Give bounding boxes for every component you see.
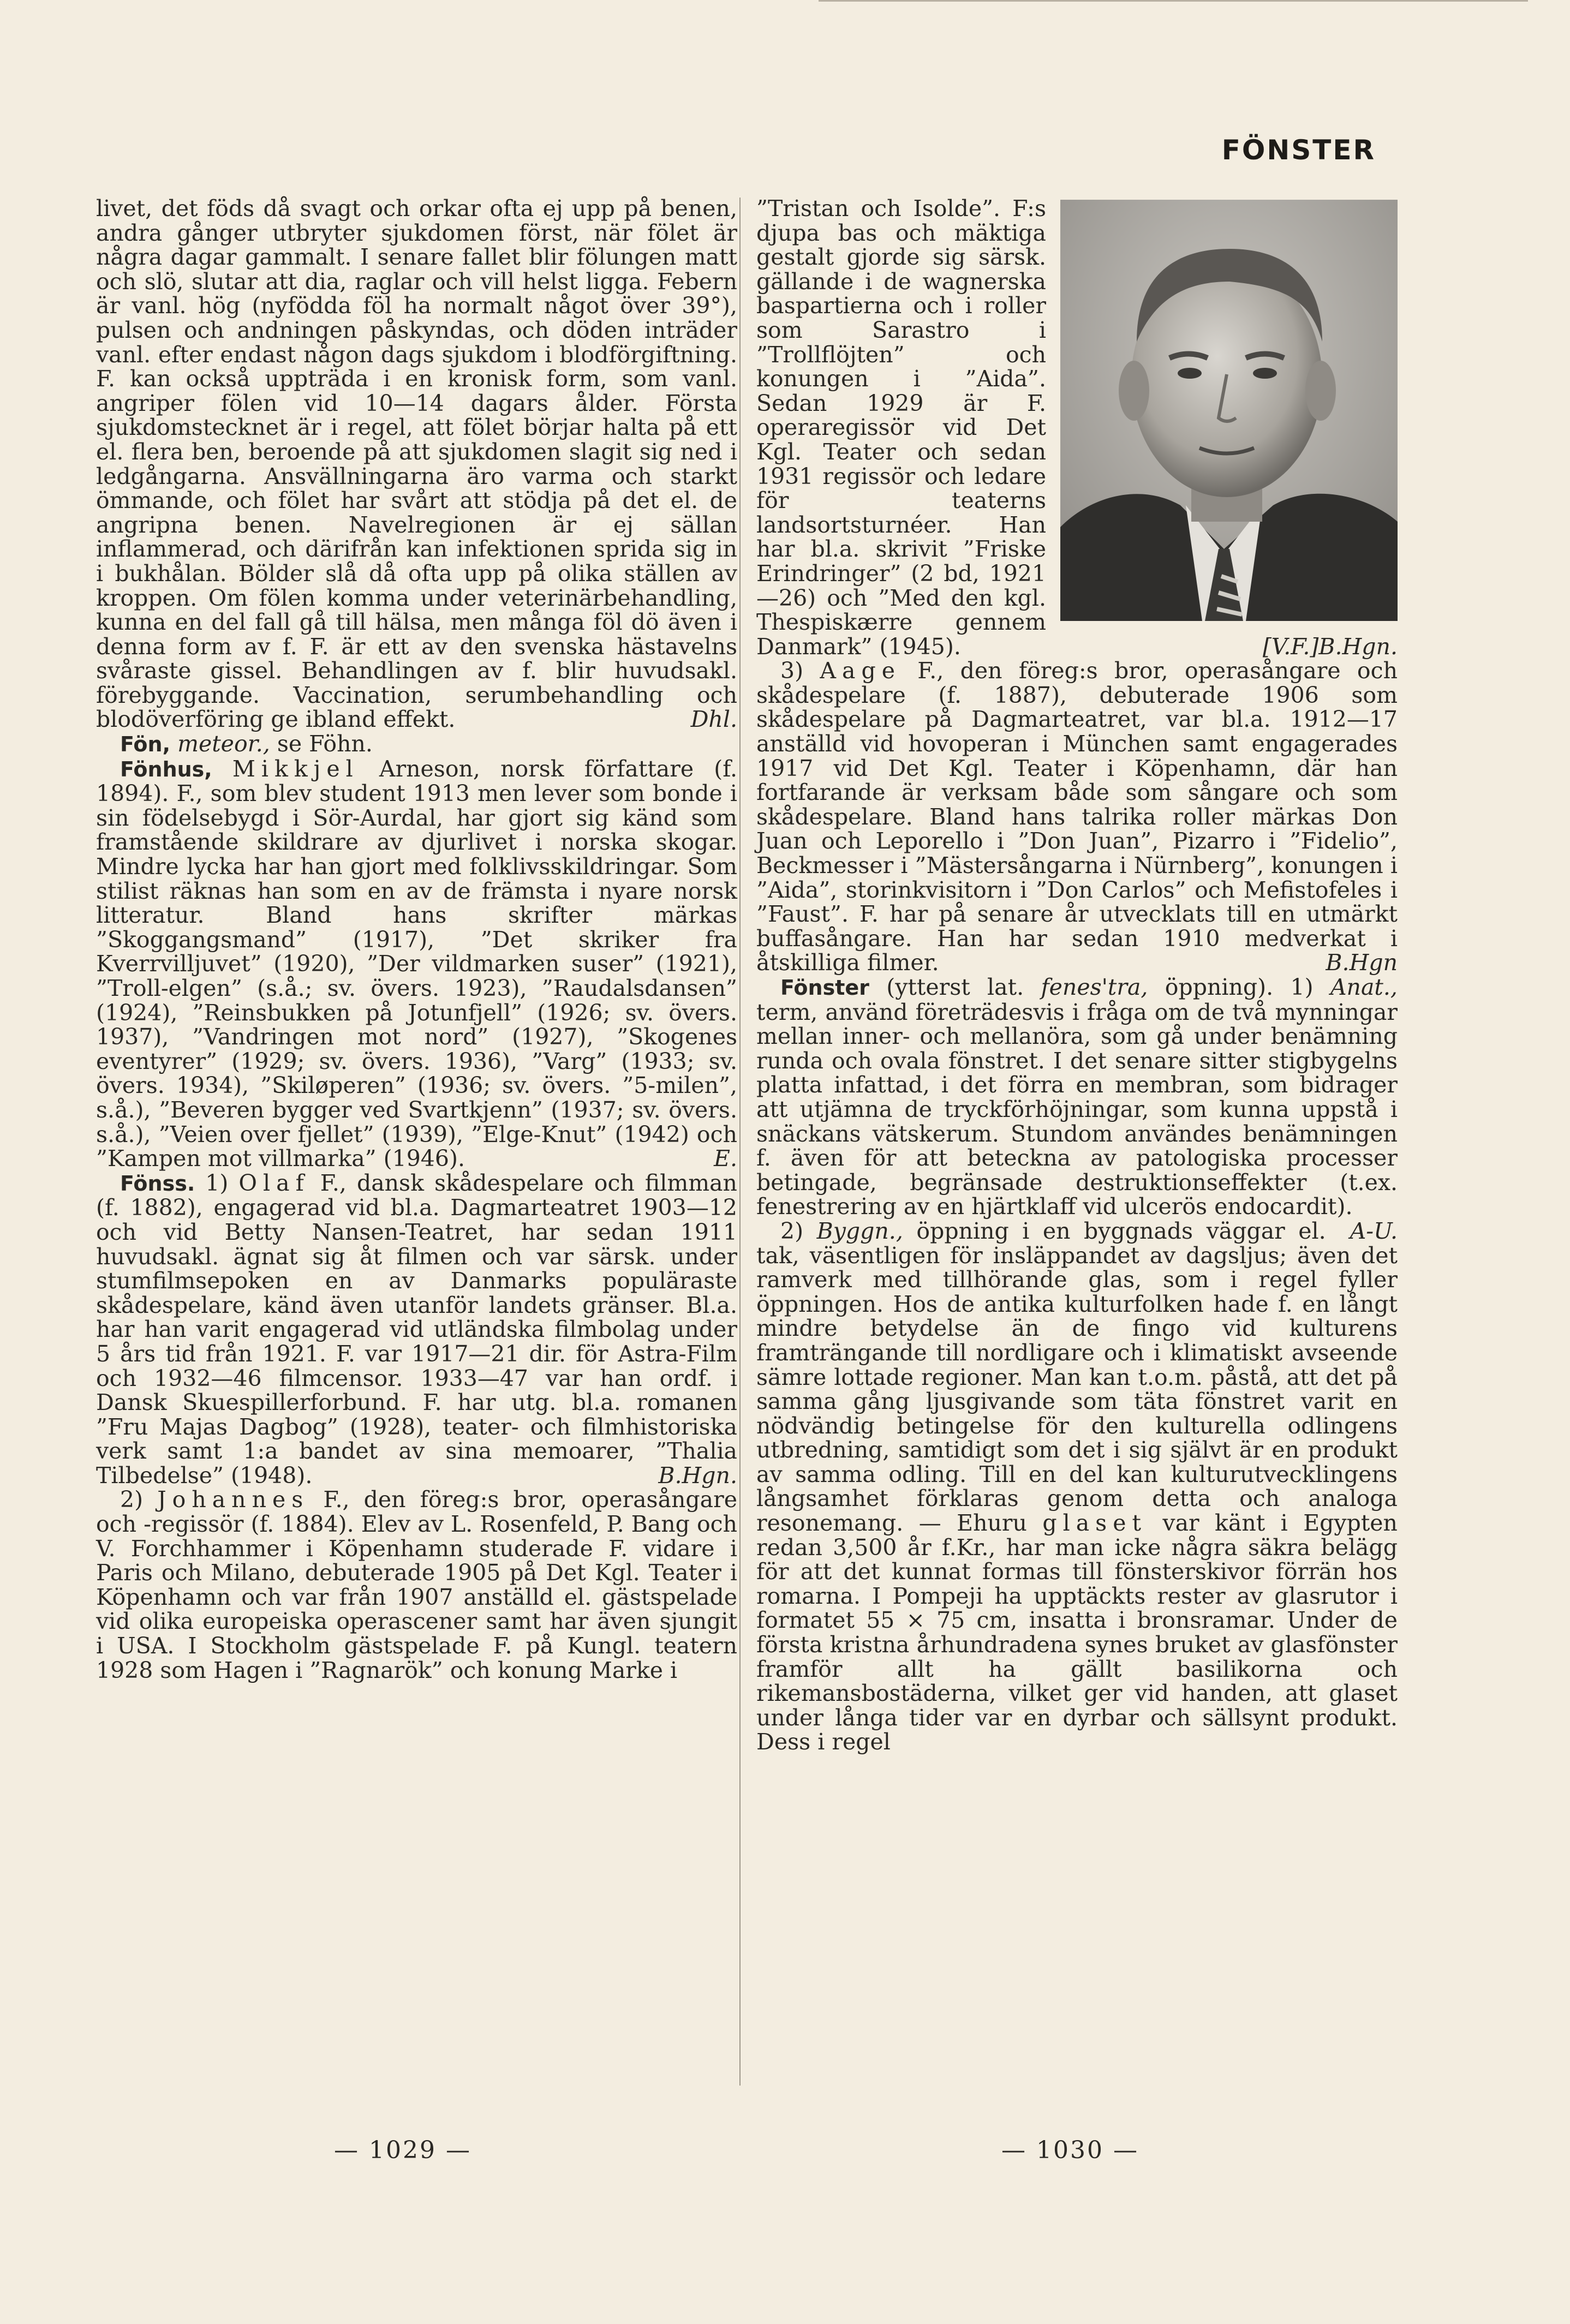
entry-number: 2) bbox=[120, 1486, 144, 1513]
running-head: FÖNSTER bbox=[1221, 134, 1376, 166]
entry-number: 3) bbox=[780, 658, 804, 684]
entry-text: F., dansk skådespelare och filmman (f. 1882), engagerad vid bl.a. Dagmarteatret 1903—12 och vid Betty Nansen-Teatret, har sedan 1911 huvudsakl. ägnat sig åt filmen och var särsk. under stumfilmsepoken en av Danmarks populäraste skådespelare, känd även utanför landets gränser. Bl.a. har han varit engagerad vid utländska filmbolag under 5 års tid från 1921. F. var 1917—21 dir. för Astra-Film och 1932—46 filmcensor. 1933—47 var han ordf. i Dansk Skuespillerforbund. F. har utg. bl.a. romanen ”Fru Majas Dagbog” (1928), teater- och filmhistoriska verk samt 1:a bandet av sina memoarer, ”Thalia Tilbedelse” (1948). bbox=[96, 1169, 737, 1489]
entry-etymology-end: öppning). 1) bbox=[1165, 974, 1314, 1000]
entry-text: term, använd företrädesvis i fråga om de två mynningar mellan inner- och mellanöra, som gå under benämning runda och ovala fönstret. I det senare sitter stigbygelns platta infattad, i det förra en membran, som bidrager att utjämna de tryckförhöjningar, som kunna uppstå i snäckans vätskerum. Stundom användes benämningen f. även för att beteckna av patologiska processer betingade, begränsade destruktionseffekter (t.ex. fenestrering av en hjärtklaff vid ulcerös endocardit). bbox=[756, 999, 1398, 1220]
author-signature: B.Hgn bbox=[1326, 949, 1398, 976]
author-signature: [V.F.]B.Hgn. bbox=[1262, 633, 1398, 660]
author-signature: B.Hgn. bbox=[658, 1462, 737, 1489]
entry-text: se Föhn. bbox=[277, 731, 373, 757]
entry-subject: Anat., bbox=[1330, 974, 1398, 1000]
column-divider bbox=[739, 198, 741, 2086]
entry-subject: Byggn., bbox=[816, 1217, 903, 1244]
top-edge-line bbox=[819, 0, 1528, 2]
entry-number: 1) bbox=[205, 1169, 229, 1196]
entry-number: 2) bbox=[780, 1217, 804, 1244]
entry-fonhus bbox=[96, 757, 737, 1171]
entry-text: F., den föreg:s bror, operasångare och -regissör (f. 1884). Elev av L. Rosenfeld, P. Bang och V. Forchhammer i Köpenhamn studerade F. vidare i Paris och Milano, debuterade 1905 på Det Kgl. Teater i Köpenhamn och var från 1907 anställd el. gästspelade vid olika europeiska operascener samt har även sjungit i USA. I Stockholm gästspelade F. på Kungl. teatern 1928 som Hagen i ”Ragnarök” och konung Marke i bbox=[96, 1486, 737, 1683]
author-signature: E. bbox=[714, 1145, 737, 1172]
entry-person-name: Olaf bbox=[238, 1169, 310, 1196]
page-number-right: — 1030 — bbox=[1001, 2136, 1139, 2164]
entry-text: var känt i Egypten redan 3,500 år f.Kr., har man icke några säkra belägg för att det kunnat formas till fönsterskivor förrän hos romarna. I Pompeji ha upptäckts rester av glasrutor i formatet 55 × 75 cm, insatta i bronsramar. Under de första kristna århundradena synes bruket av glasfönster framför allt ha gällt basilikorna och rikemansbostäderna, vilket ger vid handen, att glaset under långa tider var en dyrbar och sällsynt produkt. Dess i regel bbox=[756, 1510, 1398, 1755]
entry-subject: meteor., bbox=[177, 731, 270, 757]
entry-text: livet, det föds då svagt och orkar ofta ej upp på benen, andra gånger utbryter sjukdomen först, när fölet är några dagar gammalt. I senare fallet blir fölungen matt och slö, slutar att dia, raglar och vill helst ligga. Febern är vanl. hög (nyfödda föl ha normalt något över 39°), pulsen och andningen påskyndas, och döden inträder vanl. efter endast någon dags sjukdom i blodförgiftning. F. kan också uppträda i en kronisk form, som vanl. angriper fölen vid 10—14 dagars ålder. Första sjukdomstecknet är i regel, att fölet börjar halta på ett el. flera ben, beroende på att sjukdomen slagit sig ned i ledgångarna. Ansvällningarna äro varma och starkt ömmande, och fölet har svårt att stödja på det el. de angripna benen. Navelregionen är ej sällan inflammerad, och därifrån kan infektionen sprida sig in i bukhålan. Bölder slå då ofta upp på olika ställen av kroppen. Om fölen komma under veterinärbehandling, kunna en del fall gå till hälsa, men många föl dö även i denna form av f. F. är ett av den svenska hästavelns svåraste gissel. Behandlingen av f. blir huvudsakl. förebyggande. Vaccination, serumbehandling och blodöverföring ge ibland effekt. bbox=[96, 195, 737, 733]
entry-headword: Fönhus, bbox=[120, 757, 212, 781]
entry-text: öppning i en byggnads väggar el. tak, väsentligen för insläppandet av dagsljus; även det ramverk med tillhörande glas, som i regel fyller öppningen. Hos de antika kulturfolken hade f. en långt mindre betydelse än de fingo vid kulturens framträngande till nordligare och i klimatiskt avseende sämre lottade regioner. Man kan t.o.m. påstå, att det på samma gång ljusgivande som täta fönstret varit en nödvändig betingelse för den kulturella odlingens utbredning, samtidigt som det i sig självt är en produkt av samma odling. Till en del kan kulturutvecklingens långsamhet förklaras genom detta och analoga resonemang. — Ehuru bbox=[756, 1217, 1398, 1537]
author-signature: A-U. bbox=[1350, 1217, 1398, 1244]
entry-fon bbox=[96, 732, 737, 757]
entry-person-name: Johannes bbox=[157, 1486, 309, 1513]
entry-headword: Fönss. bbox=[120, 1171, 195, 1196]
entry-fonss-olaf bbox=[96, 1171, 737, 1488]
entry-person-name: Aage bbox=[820, 658, 901, 684]
entry-text: F., den föreg:s bror, operasångare och skådespelare (f. 1887), debuterade 1906 som skådespelare på Dagmarteatret, var bl.a. 1912—17 anställd vid hovoperan i München samt engagerades 1917 vid Det Kgl. Teater i Köpenhamn, där han fortfarande är verksam både som sångare och som skådespelare. Bland hans talrika roller märkas Don Juan och Leporello i ”Don Juan”, Pizarro i ”Fidelio”, Beckmesser i ”Mästersångarna i Nürnberg”, konungen i ”Aida”, storinkvisitorn i ”Don Carlos” och Mefistofeles i ”Faust”. F. har på senare år utvecklats till en utmärkt buffasångare. Han har sedan 1910 medverkat i åtskilliga filmer. bbox=[756, 658, 1398, 976]
entry-fonss-aage bbox=[756, 659, 1398, 975]
entry-spaced-term: glaset bbox=[1042, 1510, 1147, 1537]
entry-fonss-johannes bbox=[96, 1487, 737, 1682]
entry-etymology: (ytterst lat. bbox=[886, 974, 1024, 1000]
left-column bbox=[96, 196, 737, 1682]
author-signature: Dhl. bbox=[690, 706, 737, 733]
right-column bbox=[756, 196, 1398, 1754]
portrait-photo bbox=[1060, 200, 1398, 621]
entry-headword: Fön, bbox=[120, 732, 171, 757]
entry-fonster-byggn bbox=[756, 1219, 1398, 1754]
entry-fol-continued bbox=[96, 196, 737, 732]
entry-text: ”Tristan och Isolde”. F:s djupa bas och mäktiga gestalt gjorde sig särsk. gällande i de wagnerska baspartierna och i roller som Sarastro i ”Trollflöjten” och konungen i ”Aida”. Sedan 1929 är F. operaregissör vid Det Kgl. Teater och sedan 1931 regissör och ledare för teaterns landsortsturnéer. Han har bl.a. skrivit ”Friske Erindringer” (2 bd, 1921—26) och ”Med den kgl. Thespiskærre gennem Danmark” (1945). bbox=[756, 195, 1046, 660]
entry-latin-term: fenes'tra, bbox=[1041, 974, 1148, 1000]
page-number-left: — 1029 — bbox=[334, 2136, 471, 2164]
entry-text: Arneson, norsk författare (f. 1894). F., som blev student 1913 men lever som bonde i sin födelsebygd i Sör-Aurdal, har gjort sig känd som framstående skildrare av djurlivet i norska skogar. Mindre lycka har han gjort med folklivsskildringar. Som stilist räknas han som en av de främsta i nyare norsk litteratur. Bland hans skrifter märkas ”Skoggangsmand” (1917), ”Det skriker fra Kverrvilljuvet” (1920), ”Der vildmarken suser” (1921), ”Troll-elgen” (s.å.; sv. övers. 1923), ”Raudalsdansen” (1924), ”Reinsbukken på Jotunfjell” (1926; sv. övers. 1937), ”Vandringen mot nord” (1927), ”Skogenes eventyrer” (1929; sv. övers. 1936), ”Varg” (1933; sv. övers. 1934), ”Skiløperen” (1936; sv. övers. ”5-milen”, s.å.), ”Beveren bygger ved Svartkjenn” (1937; sv. övers. s.å.), ”Veien over fjellet” (1939), ”Elge-Knut” (1942) och ”Kampen mot villmarka” (1946). bbox=[96, 755, 737, 1172]
entry-person-name: Mikkjel bbox=[232, 755, 359, 782]
entry-headword: Fönster bbox=[780, 976, 869, 1000]
portrait-image bbox=[1060, 200, 1398, 621]
